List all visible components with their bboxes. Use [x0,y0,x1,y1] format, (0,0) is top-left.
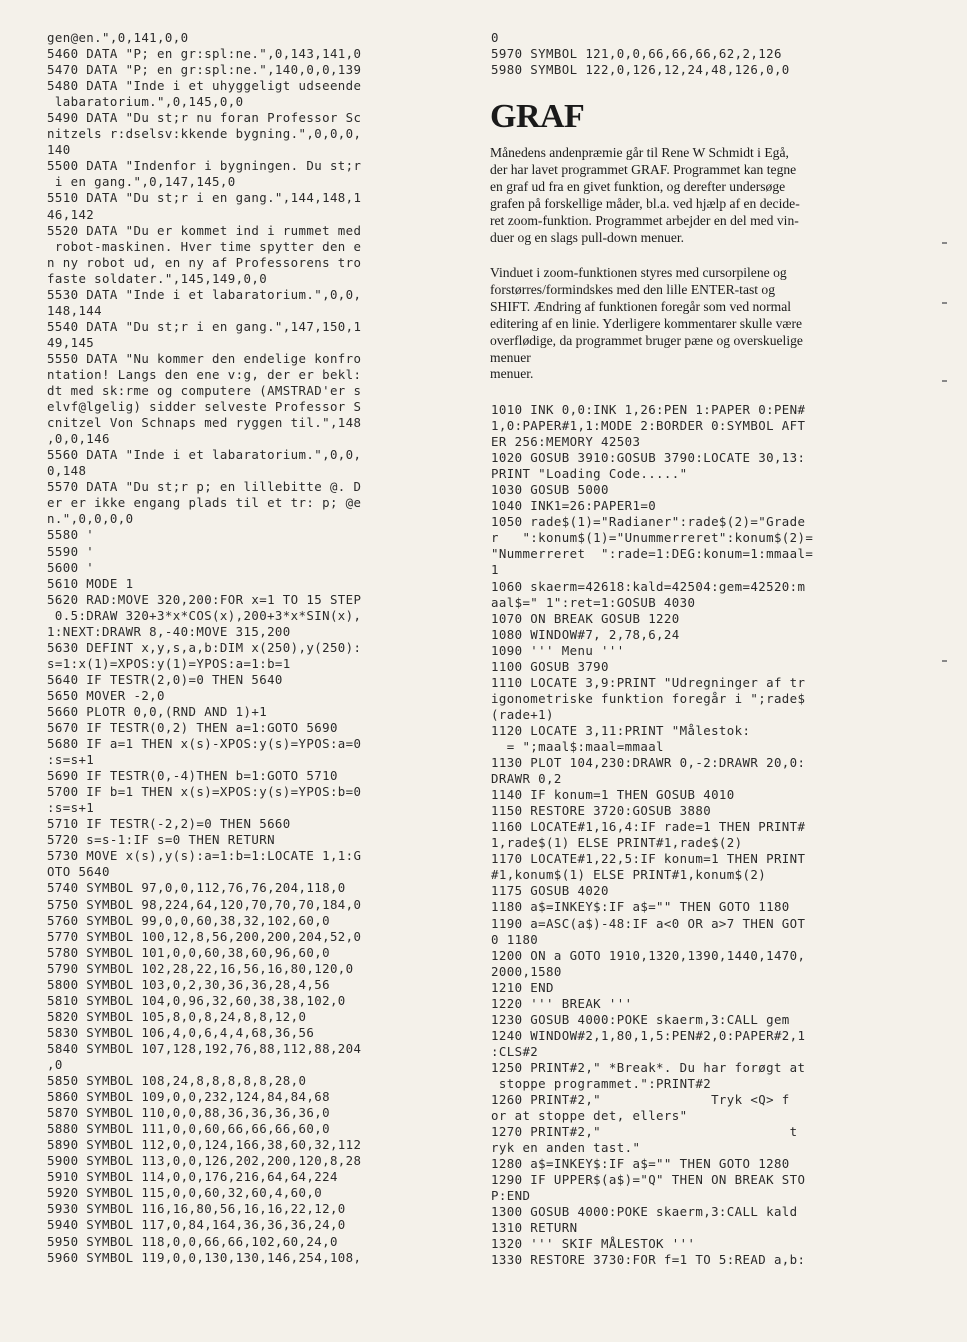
text-line: 49,145 [47,334,95,350]
text-line: 5800 SYMBOL 103,0,2,30,36,36,28,4,56 [47,976,330,992]
text-line: 5960 SYMBOL 119,0,0,130,130,146,254,108, [47,1249,362,1265]
text-line: 5940 SYMBOL 117,0,84,164,36,36,36,24,0 [47,1217,346,1233]
text-line: 5920 SYMBOL 115,0,0,60,32,60,4,60,0 [47,1185,323,1201]
text-line: DRAWR 0,2 [491,771,562,787]
text-line: OTO 5640 [47,864,110,880]
text-line: 1240 WINDOW#2,1,80,1,5:PEN#2,0:PAPER#2,1 [491,1027,806,1043]
left-code-listing [47,30,457,1266]
text-line: 5530 DATA "Inde i et labaratorium.",0,0, [47,286,362,302]
text-line: 1210 END [491,979,554,995]
text-line: nitzels r:dselsv:kkende bygning.",0,0,0, [47,126,362,142]
text-line: 5790 SYMBOL 102,28,22,16,56,16,80,120,0 [47,960,354,976]
article-paragraph-1 [490,145,890,246]
text-line: ntation! Langs den ene v:g, der er bekl: [47,366,362,382]
text-line: 5620 RAD:MOVE 320,200:FOR x=1 TO 15 STEP [47,591,362,607]
text-line: 1310 RETURN [491,1220,578,1236]
text-line: 5580 ' [47,527,95,543]
text-line: 148,144 [47,302,103,318]
margin-mark [942,242,947,244]
text-line: 5900 SYMBOL 113,0,0,126,202,200,120,8,28 [47,1153,362,1169]
text-line: n.",0,0,0,0 [47,511,134,527]
text-line: ret zoom-funktion. Programmet arbejder en del med vin- [490,212,799,228]
text-line: 5870 SYMBOL 110,0,0,88,36,36,36,36,0 [47,1105,330,1121]
text-line: 5850 SYMBOL 108,24,8,8,8,8,8,28,0 [47,1073,307,1089]
text-line: 5650 MOVER -2,0 [47,687,165,703]
text-line: 1040 INK1=26:PAPER1=0 [491,498,657,514]
text-line: 5550 DATA "Nu kommer den endelige konfro [47,350,362,366]
text-line: i en gang.",0,147,145,0 [47,174,236,190]
text-line: (rade+1) [491,706,554,722]
margin-mark [942,302,947,304]
text-line: 5840 SYMBOL 107,128,192,76,88,112,88,204 [47,1040,362,1056]
text-line: 1100 GOSUB 3790 [491,658,609,674]
text-line: 5910 SYMBOL 114,0,0,176,216,64,64,224 [47,1169,338,1185]
text-line: menuer [490,349,531,365]
text-line: der har lavet programmet GRAF. Programmet kan tegne [490,161,797,177]
text-line: 1270 PRINT#2," t [491,1124,798,1140]
text-line: dt med sk:rme og computere (AMSTRAD'er s [47,383,362,399]
text-line: 1200 ON a GOTO 1910,1320,1390,1440,1470, [491,947,806,963]
text-line: faste soldater.",145,149,0,0 [47,270,268,286]
text-line: stoppe programmet.":PRINT#2 [491,1075,712,1091]
article-title: GRAF [490,98,585,135]
text-line: robot-maskinen. Hver time spytter den e [47,238,362,254]
text-line: 1010 INK 0,0:INK 1,26:PEN 1:PAPER 0:PEN# [491,402,806,417]
text-line: 5500 DATA "Indenfor i bygningen. Du st;r [47,158,362,174]
right-code-listing [491,402,931,1269]
text-line: cnitzel Von Schnaps med ryggen til.",148 [47,415,362,431]
text-line: forstørres/formindskes med den lille ENTER-tast og [490,281,776,297]
text-line: duer og en slags pull-down menuer. [490,229,685,245]
text-line: SHIFT. Ændring af funktionen foregår som ved normal [490,298,792,314]
text-line: elvf@lgelig) sidder selveste Professor S [47,399,362,415]
text-line: 1050 rade$(1)="Radianer":rade$(2)="Grade [491,514,806,530]
text-line: 1,0:PAPER#1,1:MODE 2:BORDER 0:SYMBOL AFT [491,418,806,434]
text-line: grafen på forskellige måder, bl.a. ved hjælp af en decide- [490,195,800,211]
text-line: 1070 ON BREAK GOSUB 1220 [491,610,680,626]
text-line: 5810 SYMBOL 104,0,96,32,60,38,38,102,0 [47,992,346,1008]
text-line: 5590 ' [47,543,95,559]
text-line: 1060 skaerm=42618:kald=42504:gem=42520:m [491,578,806,594]
text-line: 5750 SYMBOL 98,224,64,120,70,70,70,184,0 [47,896,362,912]
text-line: Månedens andenpræmie går til Rene W Schmidt i Egå, [490,145,789,160]
text-line: 5760 SYMBOL 99,0,0,60,38,32,102,60,0 [47,912,330,928]
text-line: 1140 IF konum=1 THEN GOSUB 4010 [491,787,735,803]
text-line: en graf ud fra en givet funktion, og derefter undersøge [490,178,786,194]
text-line: 1230 GOSUB 4000:POKE skaerm,3:CALL gem [491,1011,790,1027]
text-line: 5600 ' [47,559,95,575]
text-line: 5780 SYMBOL 101,0,0,60,38,60,96,60,0 [47,944,330,960]
text-line: igonometriske funktion foregår i ";rade$ [491,690,806,706]
text-line: 5820 SYMBOL 105,8,0,8,24,8,8,12,0 [47,1008,307,1024]
text-line: 5880 SYMBOL 111,0,0,60,66,66,66,60,0 [47,1121,330,1137]
text-line: 1190 a=ASC(a$)-48:IF a<0 OR a>7 THEN GOT [491,915,806,931]
text-line: ,0,0,146 [47,431,110,447]
text-line: :s=s+1 [47,752,95,768]
text-line: 1020 GOSUB 3910:GOSUB 3790:LOCATE 30,13: [491,450,806,466]
text-line: 5640 IF TESTR(2,0)=0 THEN 5640 [47,671,283,687]
text-line: 5630 DEFINT x,y,s,a,b:DIM x(250),y(250): [47,639,362,655]
text-line: 5970 SYMBOL 121,0,0,66,66,66,62,2,126 [491,46,782,62]
text-line: 5690 IF TESTR(0,-4)THEN b=1:GOTO 5710 [47,768,338,784]
text-line: 5470 DATA "P; en gr:spl:ne.",140,0,0,139 [47,62,362,78]
text-line: 0.5:DRAW 320+3*x*COS(x),200+3*x*SIN(x), [47,607,362,623]
text-line: 5950 SYMBOL 118,0,0,66,66,102,60,24,0 [47,1233,338,1249]
text-line: 1290 IF UPPER$(a$)="Q" THEN ON BREAK STO [491,1172,806,1188]
text-line: s=1:x(1)=XPOS:y(1)=YPOS:a=1:b=1 [47,655,291,671]
text-line: 140 [47,142,71,158]
text-line: 1180 a$=INKEY$:IF a$="" THEN GOTO 1180 [491,899,790,915]
text-line: ,0 [47,1057,63,1072]
text-line: = ";maal$:maal=mmaal [491,738,664,754]
text-line: #1,konum$(1) ELSE PRINT#1,konum$(2) [491,867,767,883]
text-line: 1280 a$=INKEY$:IF a$="" THEN GOTO 1280 [491,1156,790,1172]
text-line: 5710 IF TESTR(-2,2)=0 THEN 5660 [47,816,291,832]
text-line: 1320 ''' SKIF MÅLESTOK ''' [491,1236,696,1252]
text-line: ER 256:MEMORY 42503 [491,434,641,450]
text-line: labaratorium.",0,145,0,0 [47,94,244,110]
text-line: 5770 SYMBOL 100,12,8,56,200,200,204,52,0 [47,928,362,944]
text-line: 1:NEXT:DRAWR 8,-40:MOVE 315,200 [47,623,291,639]
text-line: 5540 DATA "Du st;r i en gang.",147,150,1 [47,318,362,334]
text-line: 5670 IF TESTR(0,2) THEN a=1:GOTO 5690 [47,720,338,736]
text-line: 5490 DATA "Du st;r nu foran Professor Sc [47,110,362,126]
text-line: P:END [491,1188,531,1204]
text-line: PRINT "Loading Code....." [491,466,688,482]
text-line: "Nummerreret ":rade=1:DEG:konum=1:mmaal= [491,546,814,562]
text-line: 1160 LOCATE#1,16,4:IF rade=1 THEN PRINT# [491,819,806,835]
text-line: 5720 s=s-1:IF s=0 THEN RETURN [47,832,275,848]
text-line: 5830 SYMBOL 106,4,0,6,4,4,68,36,56 [47,1024,315,1040]
text-line: 1330 RESTORE 3730:FOR f=1 TO 5:READ a,b: [491,1252,806,1268]
text-line: 5680 IF a=1 THEN x(s)-XPOS:y(s)=YPOS:a=0 [47,736,362,752]
text-line: 1130 PLOT 104,230:DRAWR 0,-2:DRAWR 20,0: [491,755,806,771]
text-line: 5570 DATA "Du st;r p; en lillebitte @. D [47,479,362,495]
text-line: Vinduet i zoom-funktionen styres med cursorpilene og [490,265,787,280]
text-line: 5930 SYMBOL 116,16,80,56,16,16,22,12,0 [47,1201,346,1217]
article-paragraph-2 [490,265,890,383]
text-line: aal$=" 1":ret=1:GOSUB 4030 [491,594,696,610]
text-line: 5890 SYMBOL 112,0,0,124,166,38,60,32,112 [47,1137,362,1153]
text-line: 1030 GOSUB 5000 [491,482,609,498]
text-line: 5980 SYMBOL 122,0,126,12,24,48,126,0,0 [491,62,790,78]
text-line: 1175 GOSUB 4020 [491,883,609,899]
right-top-code-listing [491,30,931,78]
text-line: :CLS#2 [491,1043,539,1059]
text-line: 5700 IF b=1 THEN x(s)=XPOS:y(s)=YPOS:b=0 [47,784,362,800]
text-line: 1090 ''' Menu ''' [491,642,625,658]
text-line: 5860 SYMBOL 109,0,0,232,124,84,84,68 [47,1089,330,1105]
text-line: 1300 GOSUB 4000:POKE skaerm,3:CALL kald [491,1204,798,1220]
text-line: r ":konum$(1)="Unummerreret":konum$(2)= [491,530,814,546]
text-line: editering af en linie. Yderligere kommentarer skulle være [490,315,803,331]
text-line: overflødige, da programmet bruger pæne og overskuelige [490,332,803,348]
text-line: gen@en.",0,141,0,0 [47,30,189,45]
text-line: 1120 LOCATE 3,11:PRINT "Målestok: [491,722,751,738]
text-line: 5730 MOVE x(s),y(s):a=1:b=1:LOCATE 1,1:G [47,848,362,864]
text-line: 5460 DATA "P; en gr:spl:ne.",0,143,141,0 [47,46,362,62]
text-line: 0 1180 [491,931,539,947]
text-line: 1110 LOCATE 3,9:PRINT "Udregninger af tr [491,674,806,690]
text-line: 1150 RESTORE 3720:GOSUB 3880 [491,803,712,819]
margin-mark [942,660,947,662]
text-line: menuer. [490,366,534,382]
text-line: 5610 MODE 1 [47,575,134,591]
text-line: 5560 DATA "Inde i et labaratorium.",0,0, [47,447,362,463]
text-line: er er ikke engang plads til et tr: p; @e [47,495,362,511]
text-line: 2000,1580 [491,963,562,979]
text-line: 1,rade$(1) ELSE PRINT#1,rade$(2) [491,835,743,851]
text-line: 1170 LOCATE#1,22,5:IF konum=1 THEN PRINT [491,851,806,867]
text-line: 1 [491,562,499,578]
text-line: :s=s+1 [47,800,95,816]
text-line: 5520 DATA "Du er kommet ind i rummet med [47,222,362,238]
text-line: 1260 PRINT#2," Tryk <Q> f [491,1092,790,1108]
text-line: 5740 SYMBOL 97,0,0,112,76,76,204,118,0 [47,880,346,896]
margin-mark [942,380,947,382]
text-line: or at stoppe det, ellers" [491,1108,688,1124]
text-line: 46,142 [47,206,95,222]
text-line: n ny robot ud, en ny af Professorens tro [47,254,362,270]
text-line: 1080 WINDOW#7, 2,78,6,24 [491,626,680,642]
text-line: 1220 ''' BREAK ''' [491,995,633,1011]
text-line: 5660 PLOTR 0,0,(RND AND 1)+1 [47,703,268,719]
text-line: 1250 PRINT#2," *Break*. Du har forøgt at [491,1059,806,1075]
text-line: 5480 DATA "Inde i et uhyggeligt udseende [47,78,362,94]
text-line: ryk en anden tast." [491,1140,641,1156]
text-line: 5510 DATA "Du st;r i en gang.",144,148,1 [47,190,362,206]
text-line: 0 [491,30,499,45]
text-line: 0,148 [47,463,87,479]
